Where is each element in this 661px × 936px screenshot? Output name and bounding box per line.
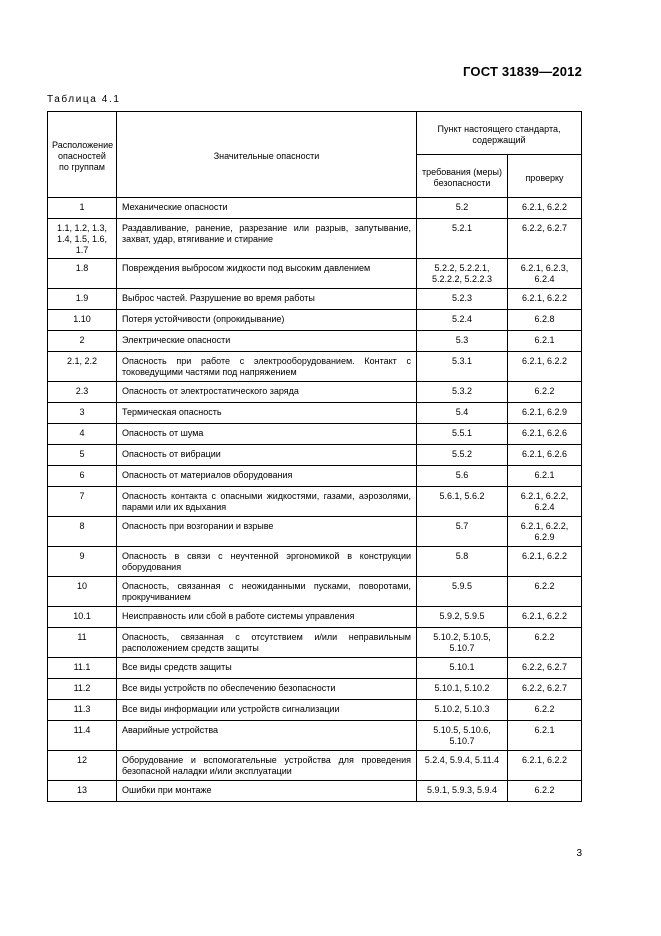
row-check: 6.2.1, 6.2.2, 6.2.9 — [508, 517, 582, 547]
row-requirements: 5.9.1, 5.9.3, 5.9.4 — [417, 781, 508, 802]
table-row — [48, 466, 582, 487]
row-group: 4 — [48, 424, 117, 445]
row-hazard: Опасность, связанная с неожиданными пусками, поворотами, прокручиванием — [117, 577, 417, 607]
row-check: 6.2.1 — [508, 721, 582, 751]
row-group: 11.1 — [48, 658, 117, 679]
table-row — [48, 198, 582, 219]
row-group: 12 — [48, 751, 117, 781]
row-check: 6.2.2 — [508, 628, 582, 658]
row-group: 11.2 — [48, 679, 117, 700]
row-requirements: 5.3 — [417, 331, 508, 352]
row-requirements: 5.2.1 — [417, 219, 508, 259]
row-requirements: 5.5.2 — [417, 445, 508, 466]
row-hazard: Аварийные устройства — [117, 721, 417, 751]
row-requirements: 5.2 — [417, 198, 508, 219]
row-group: 7 — [48, 487, 117, 517]
row-hazard: Опасность при возгорании и взрыве — [117, 517, 417, 547]
row-group: 10.1 — [48, 607, 117, 628]
row-hazard: Опасность при работе с электрооборудованием. Контакт с токоведущими частями под напряжением — [117, 352, 417, 382]
page-number: 3 — [576, 848, 582, 859]
table-row — [48, 403, 582, 424]
row-group: 1.8 — [48, 259, 117, 289]
row-requirements: 5.2.3 — [417, 289, 508, 310]
row-group: 11.4 — [48, 721, 117, 751]
row-check: 6.2.1, 6.2.2 — [508, 198, 582, 219]
row-hazard: Опасность от шума — [117, 424, 417, 445]
row-check: 6.2.1, 6.2.2 — [508, 352, 582, 382]
row-check: 6.2.2 — [508, 577, 582, 607]
row-check: 6.2.1, 6.2.6 — [508, 424, 582, 445]
row-check: 6.2.2, 6.2.7 — [508, 679, 582, 700]
row-hazard: Выброс частей. Разрушение во время работы — [117, 289, 417, 310]
header-requirements: требования (меры) безопасности — [417, 155, 508, 198]
hazards-table — [47, 111, 582, 802]
row-requirements: 5.3.1 — [417, 352, 508, 382]
table-row — [48, 607, 582, 628]
row-group: 13 — [48, 781, 117, 802]
row-check: 6.2.1, 6.2.2 — [508, 607, 582, 628]
row-requirements: 5.5.1 — [417, 424, 508, 445]
row-check: 6.2.1 — [508, 331, 582, 352]
row-group: 3 — [48, 403, 117, 424]
row-requirements: 5.2.4 — [417, 310, 508, 331]
row-hazard: Неисправность или сбой в работе системы управления — [117, 607, 417, 628]
row-requirements: 5.10.5, 5.10.6, 5.10.7 — [417, 721, 508, 751]
row-check: 6.2.2, 6.2.7 — [508, 658, 582, 679]
table-row — [48, 700, 582, 721]
row-group: 1.10 — [48, 310, 117, 331]
row-group: 5 — [48, 445, 117, 466]
table-row — [48, 751, 582, 781]
row-hazard: Опасность, связанная с отсутствием и/или неправильным расположением средств защиты — [117, 628, 417, 658]
row-group: 11 — [48, 628, 117, 658]
row-check: 6.2.1, 6.2.9 — [508, 403, 582, 424]
table-row — [48, 331, 582, 352]
row-hazard: Ошибки при монтаже — [117, 781, 417, 802]
row-check: 6.2.1 — [508, 466, 582, 487]
table-row — [48, 781, 582, 802]
row-check: 6.2.1, 6.2.3, 6.2.4 — [508, 259, 582, 289]
row-hazard: Потеря устойчивости (опрокидывание) — [117, 310, 417, 331]
table-row — [48, 517, 582, 547]
row-group: 11.3 — [48, 700, 117, 721]
table-row — [48, 721, 582, 751]
row-group: 9 — [48, 547, 117, 577]
row-requirements: 5.10.1, 5.10.2 — [417, 679, 508, 700]
table-body — [48, 198, 582, 802]
header-check: проверку — [508, 155, 582, 198]
row-hazard: Опасность от вибрации — [117, 445, 417, 466]
table-row — [48, 310, 582, 331]
row-requirements: 5.10.2, 5.10.3 — [417, 700, 508, 721]
row-check: 6.2.2 — [508, 700, 582, 721]
row-group: 2.3 — [48, 382, 117, 403]
table-row — [48, 679, 582, 700]
row-group: 2 — [48, 331, 117, 352]
row-requirements: 5.9.5 — [417, 577, 508, 607]
row-group: 6 — [48, 466, 117, 487]
row-check: 6.2.1, 6.2.2, 6.2.4 — [508, 487, 582, 517]
table-caption: Таблица 4.1 — [47, 94, 121, 105]
table-row — [48, 487, 582, 517]
table-row — [48, 577, 582, 607]
row-check: 6.2.8 — [508, 310, 582, 331]
row-hazard: Опасность от материалов оборудования — [117, 466, 417, 487]
table-row — [48, 382, 582, 403]
row-group: 10 — [48, 577, 117, 607]
row-hazard: Все виды устройств по обеспечению безопасности — [117, 679, 417, 700]
row-requirements: 5.2.4, 5.9.4, 5.11.4 — [417, 751, 508, 781]
row-check: 6.2.1, 6.2.6 — [508, 445, 582, 466]
table-row — [48, 424, 582, 445]
table-row — [48, 628, 582, 658]
row-check: 6.2.1, 6.2.2 — [508, 547, 582, 577]
row-check: 6.2.2 — [508, 382, 582, 403]
row-requirements: 5.6 — [417, 466, 508, 487]
row-hazard: Все виды информации или устройств сигнализации — [117, 700, 417, 721]
row-hazard: Раздавливание, ранение, разрезание или разрыв, запутывание, захват, удар, втягивание и стирание — [117, 219, 417, 259]
row-check: 6.2.2 — [508, 781, 582, 802]
row-requirements: 5.10.1 — [417, 658, 508, 679]
standard-code: ГОСТ 31839—2012 — [463, 64, 582, 79]
row-check: 6.2.1, 6.2.2 — [508, 751, 582, 781]
row-hazard: Термическая опасность — [117, 403, 417, 424]
row-requirements: 5.2.2, 5.2.2.1, 5.2.2.2, 5.2.2.3 — [417, 259, 508, 289]
table-row — [48, 547, 582, 577]
row-hazard: Опасность от электростатического заряда — [117, 382, 417, 403]
row-group: 1 — [48, 198, 117, 219]
row-hazard: Оборудование и вспомогательные устройства для проведения безопасной наладки и/или эксплуатации — [117, 751, 417, 781]
row-requirements: 5.3.2 — [417, 382, 508, 403]
row-requirements: 5.9.2, 5.9.5 — [417, 607, 508, 628]
table-row — [48, 658, 582, 679]
row-check: 6.2.1, 6.2.2 — [508, 289, 582, 310]
row-requirements: 5.6.1, 5.6.2 — [417, 487, 508, 517]
row-hazard: Электрические опасности — [117, 331, 417, 352]
row-hazard: Все виды средств защиты — [117, 658, 417, 679]
row-requirements: 5.4 — [417, 403, 508, 424]
row-group: 1.9 — [48, 289, 117, 310]
table-row — [48, 259, 582, 289]
row-hazard: Механические опасности — [117, 198, 417, 219]
row-requirements: 5.10.2, 5.10.5, 5.10.7 — [417, 628, 508, 658]
row-hazard: Опасность контакта с опасными жидкостями, газами, аэрозолями, парами или их вдыхания — [117, 487, 417, 517]
table-row — [48, 445, 582, 466]
table-header — [48, 112, 582, 198]
row-group: 1.1, 1.2, 1.3, 1.4, 1.5, 1.6, 1.7 — [48, 219, 117, 259]
header-group: Расположение опасностей по группам — [48, 112, 117, 198]
row-group: 8 — [48, 517, 117, 547]
row-check: 6.2.2, 6.2.7 — [508, 219, 582, 259]
row-requirements: 5.7 — [417, 517, 508, 547]
row-group: 2.1, 2.2 — [48, 352, 117, 382]
row-hazard: Повреждения выбросом жидкости под высоким давлением — [117, 259, 417, 289]
header-hazard: Значительные опасности — [117, 112, 417, 198]
table-row — [48, 289, 582, 310]
table-row — [48, 352, 582, 382]
row-hazard: Опасность в связи с неучтенной эргономикой в конструкции оборудования — [117, 547, 417, 577]
table-row — [48, 219, 582, 259]
header-clause: Пункт настоящего стандарта, содержащий — [417, 112, 582, 155]
row-requirements: 5.8 — [417, 547, 508, 577]
